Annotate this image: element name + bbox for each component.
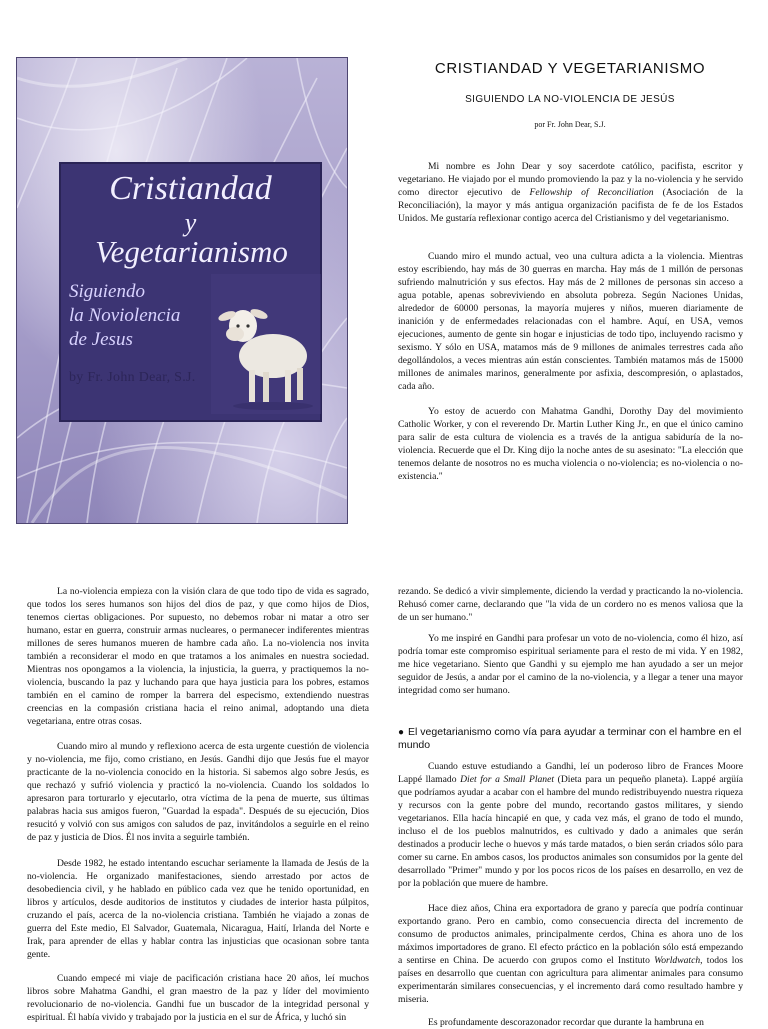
cover-title-line-2: y [184,208,197,237]
article-subtitle: SIGUIENDO LA NO-VIOLENCIA DE JESÚS [465,94,675,105]
section-heading [398,726,743,752]
paragraph-lappe [398,760,743,890]
paragraph-peace-journey: Cuando empecé mi viaje de pacificación cristiana hace 20 años, leí muchos libros sobre Mahatma Gandhi, el gran maestro de la paz y líder del movimiento revolucionario de no-violencia. Gandhi fue un buscador de la integridad personal y espiritual. Él había vivido y trabajado por la justicia en el sur de África, y luchó sin [27,973,369,1023]
paragraph-world-violence: Cuando miro el mundo actual, veo una cultura adicta a la violencia. Mientras estoy escribiendo, hay más de 30 guerras en marcha. Hay más de 1 millón de personas sufriendo malnutrición y sus efectos. Hay más de 2 millones de personas sin acceso a agua potable, apenas sobreviviendo en absoluta pobreza. Según Naciones Unidas, alrededor de 60000 personas, la mayoría mujeres y niños, mueren diariamente de inanición y de enfermedades relacionadas con el hambre. Aquí, en USA, vemos ejecuciones, aumento de gente sin hogar e injusticias de todo tipo, incluyendo racismo y sexismo. Y sólo en USA, matamos más de 9 millones de animales terrestres cada año degollándolos, a veces mientras aún están conscientes. También matamos más de 15000 millones de animales marinos, generalmente por asfixia, descompresión, o aplastados, cada año. [398,251,743,392]
cover-author: by Fr. John Dear, S.J. [69,370,196,385]
paragraph-lappe-text-a: Cuando estuve estudiando a Gandhi, leí un poderoso libro de Frances Moore Lappé llamado [398,761,743,785]
lamb-illustration [211,274,321,414]
cover-subtitle-line-1: Siguiendo [69,281,145,302]
book-title: Diet for a Small Planet [460,774,555,785]
article-byline: por Fr. John Dear, S.J. [534,120,606,129]
paragraph-since-1982: Desde 1982, he estado intentando escuchar seriamente la llamada de Jesús de la no-violencia. He organizado manifestaciones, siendo arrestado por actos de desobediencia civil, y he hablado en público cada vez que he tenido oportunidad, en libros y artículos, desde auditorios de institutos y ciudades de interior hasta púlpitos, cruzando el país, acerca de la no-violencia cristiana. También he viajado a zonas de guerra del Este medio, El Salvador, Guatemala, Nicaragua, Haití, Irlanda del Norte e Irak, para aprender de ellas y hablar contra las injusticias que ocasionan sobre tanta gente. [27,858,369,960]
article-title: CRISTIANDAD Y VEGETARIANISMO [434,60,706,77]
paragraph-vow: Yo me inspiré en Gandhi para profesar un voto de no-violencia, como él hizo, así podría tomar este compromiso espiritual seriamente para el resto de mi vida. Y en 1982, me hice vegetariano. Siento que Gandhi y su ejemplo me han ayudado a ser un mejor seguidor de Jesús, a andar por el camino de la no-violencia, y a llegar a tener una mayor integridad como ser humano. [398,633,743,696]
cover-title-line-3: Vegetarianismo [95,234,288,269]
book-cover-image [16,57,348,524]
cover-title-line-1: Cristiandad [109,170,272,207]
cover-subtitle [69,280,219,352]
institute-name: Worldwatch [654,955,701,966]
paragraph-famine: Es profundamente descorazonador recordar que durante la hambruna en [428,1017,704,1028]
paragraph-nonviolence-begins: La no-violencia empieza con la visión clara de que todo tipo de vida es sagrado, que todos los seres humanos son hijos del dios de paz, y que como hijos de Dios, tenemos ciertas obligaciones. Por supuesto, no debemos robar ni matar a otro ser humano, estar en guerra, construir armas nucleares, o permanecer indiferentes mientras millones de seres humanos mueren de hambre cada año. La no-violencia nos invita también a reconsiderar el modo en que tratamos a los animales en nuestra sociedad. Mientras nos opongamos a la violencia, la injusticia, la guerra, y practiquemos la no-violencia, buscando la paz y luchando para que haya justicia para los pobres, estamos también en el camino de romper la barrera del especismo, extendiendo nuestras creencias en la compasión cristiana hacia el reino animal, adoptando una dieta vegetariana, entre otras cosas. [27,586,369,727]
paragraph-jesus: Cuando miro al mundo y reflexiono acerca de esta urgente cuestión de violencia y no-violencia, me fijo, como cristiano, en Jesús. Gandhi dijo que Jesús fue el mayor practicante de la no-violencia conocido en la historia. Si sabemos algo sobre Jesús, es que rechazó y sufrió violencia y practicó la no-violencia. Cuando los soldados lo apresaron para torturarlo y ejecutarlo, otra víctima de la pena de muerte, sus últimas palabras hacia sus amigos fueron, "Guardad la espada". Después de su ejecución, Dios resucitó y volvió con sus amigos con saludos de paz, invitándolos a seguirle en el reino de paz y justicia de Dios. Él nos invita a seguirle también. [27,741,369,843]
paragraph-gandhi-prayer: rezando. Se dedicó a vivir simplemente, diciendo la verdad y practicando la no-violencia. Rehusó comer carne, declarando que "la vida de un cordero no es menos valiosa que la de un ser humano." [398,586,743,623]
paragraph-china-text-b: , todos los países en desarrollo que cuentan con agricultura para alimentar animales para consumo experimentarán similares consecuencias, y el incremento dará como resultado hambre y miseria. [398,955,743,1005]
cover-subtitle-line-2: la Noviolencia [69,305,181,326]
cover-subtitle-line-3: de Jesus [69,329,133,350]
paragraph-intro-text-b: (Asociación de la Reconciliación), la mayor y más antigua organización pacifista de fe de los Estados Unidos. Me gustaría reflexionar contigo acerca del Cristianismo y del vegetarianismo. [398,187,744,224]
paragraph-intro [398,160,743,225]
section-heading-text: El vegetarianismo como vía para ayudar a terminar con el hambre en el mundo [398,726,742,751]
paragraph-lappe-text-b: (Dieta para un pequeño planeta). Lappé argüía que podríamos ayudar a acabar con el hambre del mundo redistribuyendo nuestra riqueza y recursos con la gente pobre del mundo, recortando gastos militares, y siendo vegetarianos. Ella hacía hincapié en que, y cada vez más, el grano de todo el mundo, incluso el de los pueblos malnutridos, es cultivado y dado a animales que serán destinados a producir leche o huevos y más tarde matados, o bien serán criados sólo para comer su carne. En ambos casos, los productos animales son consumidos por la gente del desarrollado "Primer" mundo y por los pocos ricos de los países en desarrollo, en vez de por la población que muere de hambre. [398,774,744,889]
paragraph-china [398,902,743,1006]
paragraph-china-text-a: Hace diez años, China era exportadora de grano y parecía que podría continuar exportando grano. Pero en cambio, como consecuencia directa del incremento de consumo de productos animales, principalmente cerdos, China es ahora uno de los máximos importadores de grano. El efecto práctico en la población sólo está empezando a sentirse en China. De acuerdo con grupos como el Instituto [398,903,743,966]
paragraph-gandhi-king: Yo estoy de acuerdo con Mahatma Gandhi, Dorothy Day del movimiento Catholic Worker, y con el reverendo Dr. Martin Luther King Jr., en que el único camino para salir de esta cultura de violencia es a través de la antigua sabiduría de la no-violencia. Recuerde que el Dr. King dijo la noche antes de su asesinato: "La elección que tenemos delante de nosotros no es mucha violencia o no-violencia; es no-violencia o no-existencia." [398,406,743,482]
bullet-icon: ● [398,727,405,738]
organization-name: Fellowship of Reconciliation [529,187,654,198]
paragraph-intro-text-a: Mi nombre es John Dear y soy sacerdote católico, pacifista, escritor y vegetariano. He viajado por el mundo promoviendo la paz y la no-violencia y he servido como director ejecutivo de [398,161,743,198]
